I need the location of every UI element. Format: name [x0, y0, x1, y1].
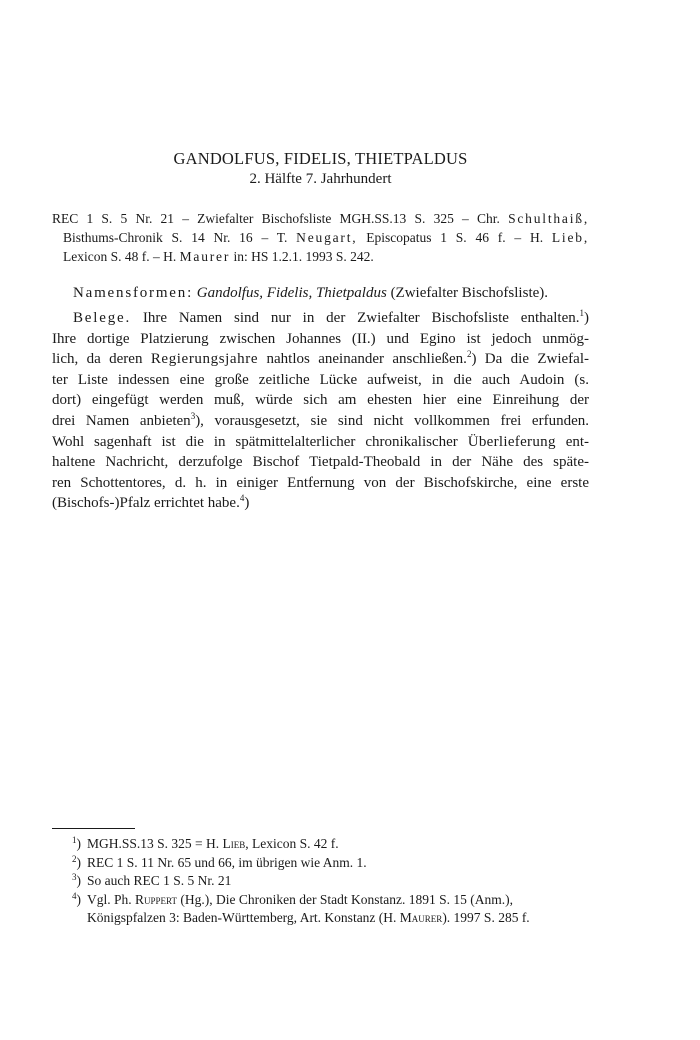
- footnote-text: MGH.SS.13 S. 325 = H. Lieb, Lexicon S. 42 f.: [87, 836, 339, 851]
- name-forms-italic: Gandolfus, Fidelis, Thietpaldus: [196, 285, 387, 301]
- body-line-9: ren Schottentores, d. h. in einiger Entfernung von der Bischofskirche, eine erste: [52, 474, 589, 491]
- body-line-4: ter Liste indessen eine große zeitliche Lücke aufweist, in die auch Audoin (s.: [52, 371, 589, 388]
- body-line-5: dort) eingefügt werden muß, würde sich am ehesten hier eine Einreihung der: [52, 392, 589, 409]
- footnote-text: Vgl. Ph. Ruppert (Hg.), Die Chroniken der Stadt Konstanz. 1891 S. 15 (Anm.),: [87, 891, 513, 907]
- footnote-number: 2: [72, 853, 77, 864]
- footnote-2: $^2$) REC 1 S. 11 Nr. 65 und 66, im übrigen wie Anm. 1.: [52, 854, 589, 873]
- name-forms-label: Namensformen:: [73, 285, 194, 301]
- footnote-1: $^1$) MGH.SS.13 S. 325 = H. Lieb, Lexicon S. 42 f.: [52, 835, 589, 854]
- sources-line-2: Bisthums-Chronik S. 14 Nr. 16 – T. Neugart, Episcopatus 1 S. 46 f. – H. Lieb,: [63, 230, 590, 245]
- body-line-8: haltene Nachricht, derzufolge Bischof Tietpald-Theobald in der Nähe des späte-: [52, 454, 589, 471]
- footnote-text: So auch REC 1 S. 5 Nr. 21: [87, 873, 232, 888]
- page-title: GANDOLFUS, FIDELIS, THIETPALDUS: [173, 149, 468, 168]
- footnote-number: 4: [72, 890, 77, 901]
- name-forms-rest: (Zwiefalter Bischofsliste).: [390, 285, 549, 301]
- footnote-4: $^4$) Vgl. Ph. Ruppert (Hg.), Die Chroniken der Stadt Konstanz. 1891 S. 15 (Anm.),: [52, 891, 589, 910]
- footnote-text: REC 1 S. 11 Nr. 65 und 66, im übrigen wie Anm. 1.: [87, 854, 367, 870]
- evidence-paragraph: [52, 308, 589, 514]
- page-subtitle: 2. Hälfte 7. Jahrhundert: [249, 171, 392, 187]
- body-line-2: Ihre dortige Platzierung zwischen Johannes (II.) und Egino ist jedoch unmög-: [52, 330, 589, 347]
- sources-line-1: REC 1 S. 5 Nr. 21 – Zwiefalter Bischofsliste MGH.SS.13 S. 325 – Chr. Schulthaiß,: [52, 211, 589, 226]
- footnote-ref-1[interactable]: 1: [579, 308, 585, 318]
- evidence-label: Belege.: [73, 310, 131, 326]
- footnote-3: $^3$) So auch REC 1 S. 5 Nr. 21: [52, 872, 589, 891]
- name-forms: [52, 283, 589, 303]
- footnote-ref-3[interactable]: 3: [190, 410, 196, 421]
- body-line-1: Belege. Ihre Namen sind nur in der Zwiefalter Bischofsliste enthalten.$^1$): [73, 308, 590, 326]
- footnote-number: 1: [72, 835, 77, 845]
- body-line-3: lich, da deren Regierungsjahre nahtlos aneinander anschließen.$^2$) Da die Zwiefal-: [52, 349, 589, 368]
- body-line-7: Wohl sagenhaft ist die in spätmittelalterlicher chronikalischer Überlieferung ent-: [52, 433, 590, 450]
- sources-line-3: Lexicon S. 48 f. – H. Maurer in: HS 1.2.1. 1993 S. 242.: [63, 249, 374, 264]
- sources-block: [52, 209, 589, 266]
- footnote-divider: [52, 828, 135, 829]
- footnote-number: 3: [72, 872, 77, 882]
- footnotes: [52, 835, 589, 928]
- footnote-4-continuation: Königspfalzen 3: Baden-Württemberg, Art. Konstanz (H. Maurer). 1997 S. 285 f.: [87, 910, 530, 925]
- body-line-10: (Bischofs-)Pfalz errichtet habe.$^4$): [52, 493, 250, 512]
- footnote-ref-2[interactable]: 2: [466, 349, 472, 360]
- footnote-ref-4[interactable]: 4: [239, 493, 245, 504]
- body-line-6: drei Namen anbieten$^3$), vorausgesetzt, sie sind nicht vollkommen frei erfunden.: [52, 410, 589, 429]
